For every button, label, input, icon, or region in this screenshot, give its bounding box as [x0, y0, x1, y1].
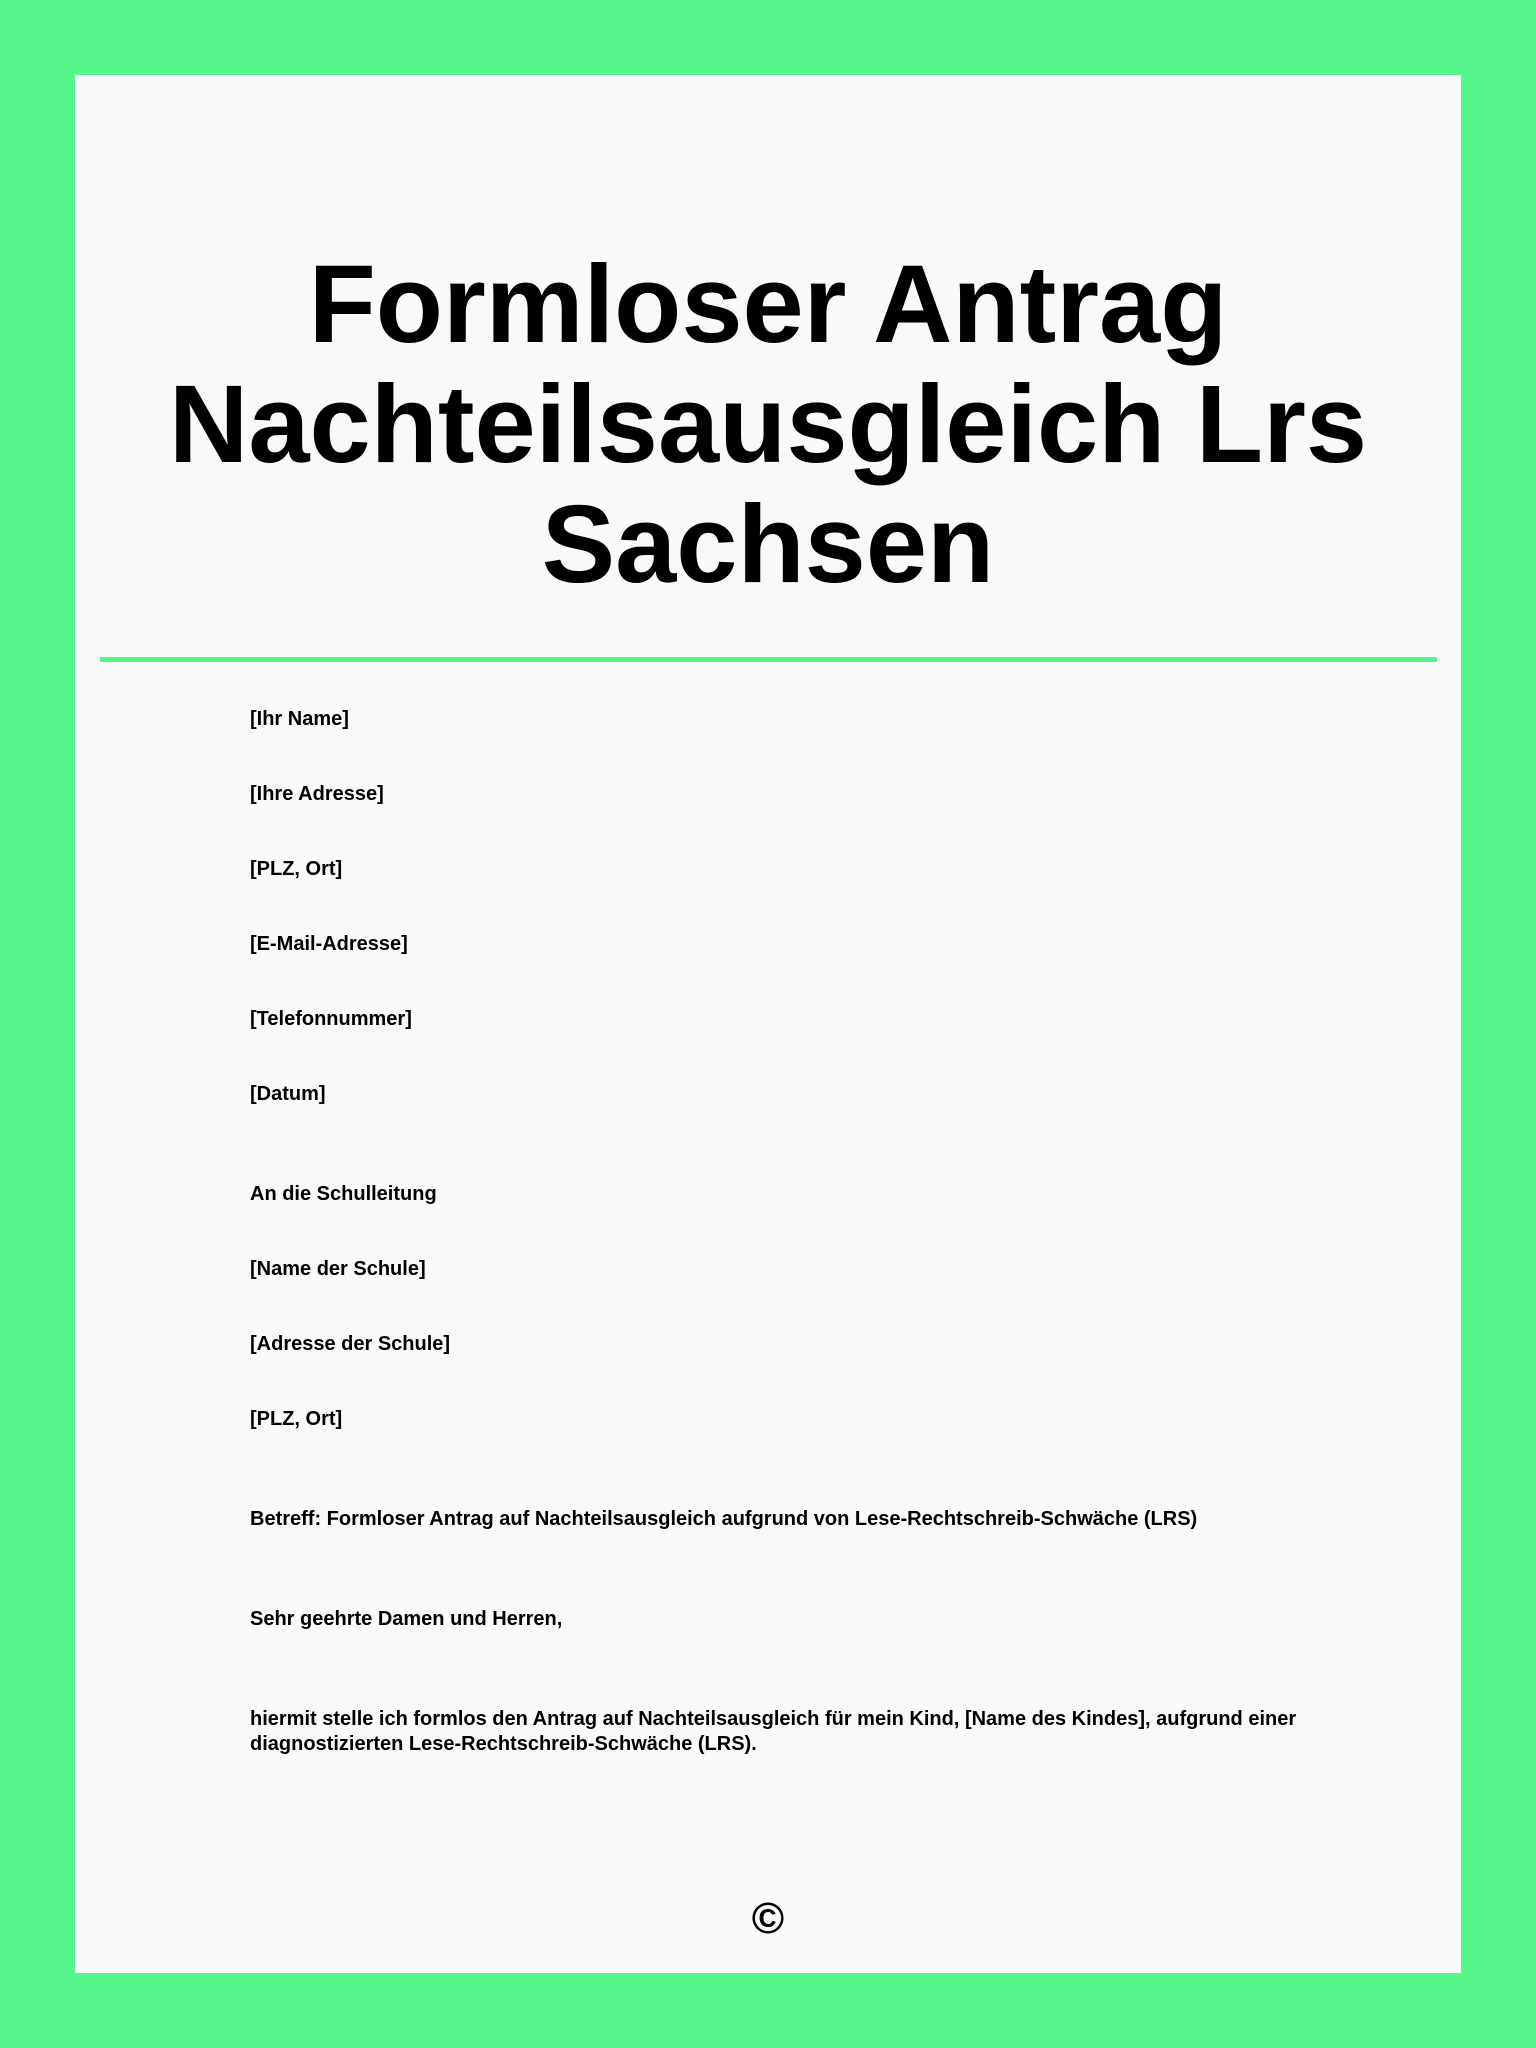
- document-page: [75, 75, 1461, 1973]
- letter-body-paragraph: hiermit stelle ich formlos den Antrag auf Nachteilsausgleich für mein Kind, [Name des Kindes], aufgrund einer diagnostizierten Lese-Rechtschreib-Schwäche (LRS).: [250, 1708, 1297, 1755]
- document-title: [75, 245, 1461, 605]
- sender-name: [Ihr Name]: [250, 708, 349, 730]
- recipient-heading: An die Schulleitung: [250, 1183, 437, 1205]
- copyright-symbol: ©: [751, 1894, 785, 1943]
- title-line-2: Nachteilsausgleich Lrs: [168, 363, 1368, 486]
- letter-salutation: Sehr geehrte Damen und Herren,: [250, 1608, 563, 1630]
- sender-city: [PLZ, Ort]: [250, 858, 343, 880]
- recipient-city: [PLZ, Ort]: [250, 1408, 343, 1430]
- sender-address: [Ihre Adresse]: [250, 783, 384, 805]
- letter-date: [Datum]: [250, 1083, 326, 1105]
- title-divider: [100, 657, 1437, 662]
- title-line-1: Formloser Antrag: [308, 243, 1228, 366]
- title-line-3: Sachsen: [541, 483, 995, 606]
- recipient-school-name: [Name der Schule]: [250, 1258, 426, 1280]
- sender-email: [E-Mail-Adresse]: [250, 933, 408, 955]
- recipient-school-address: [Adresse der Schule]: [250, 1333, 451, 1355]
- sender-phone: [Telefonnummer]: [250, 1008, 412, 1030]
- letter-subject: Betreff: Formloser Antrag auf Nachteilsausgleich aufgrund von Lese-Rechtschreib-Schwäche (LRS): [250, 1508, 1198, 1530]
